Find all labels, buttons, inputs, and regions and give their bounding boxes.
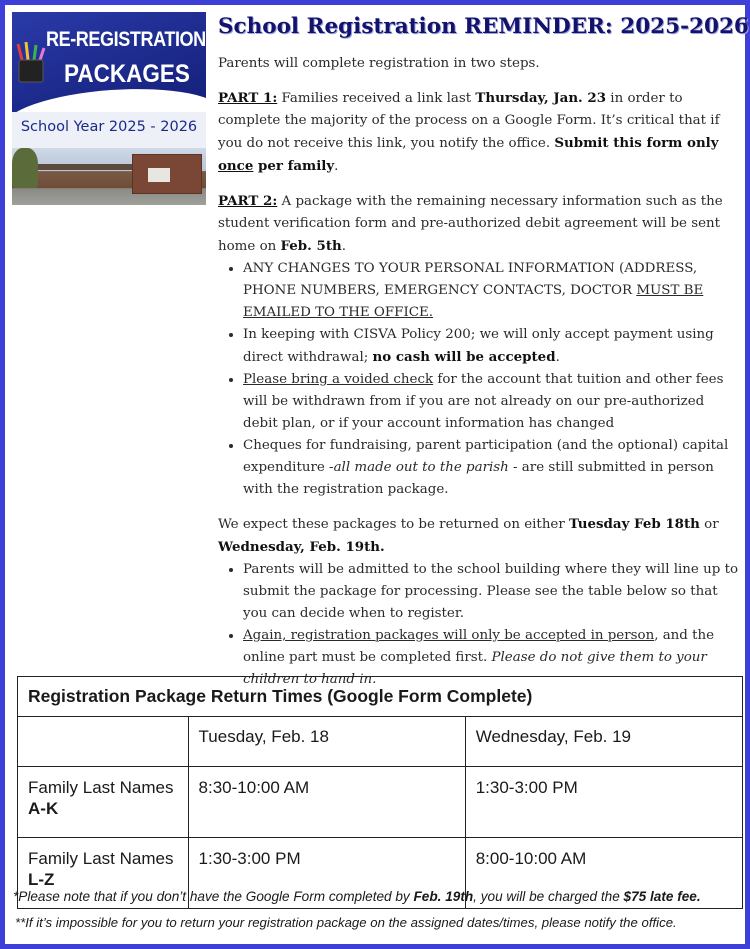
office-note: **If it’s impossible for you to return your registration package on the assigned dates/times, please notify the office. xyxy=(15,915,677,930)
row-wednesday-time: 1:30-3:00 PM xyxy=(465,767,742,838)
part1-label: PART 1: xyxy=(218,90,278,106)
bullet-italic: Please do not give them to your children to hand in. xyxy=(243,650,707,687)
part1-text2: in order to complete the majority of the process on a Google Form. It’s critical that if you do not receive this link, you notify the office. xyxy=(218,91,720,151)
list-item xyxy=(243,324,743,369)
part2-date: Feb. 5th xyxy=(280,238,342,254)
list-item xyxy=(243,369,743,435)
part1-once: once xyxy=(218,158,254,174)
expect-date2: Wednesday, Feb. 19th. xyxy=(218,539,385,555)
row-wednesday-time: 8:00-10:00 AM xyxy=(465,838,742,909)
note1-text2: , you will be charged the xyxy=(473,889,624,904)
photo-school-sign xyxy=(148,168,170,182)
bullet-text: , and the online part must be completed first. xyxy=(243,628,715,665)
banner-title-line2: PACKAGES xyxy=(64,60,190,88)
bullet-end: . xyxy=(555,350,560,365)
bullet-text: In keeping with CISVA Policy 200; we will only accept payment using direct withdrawal; xyxy=(243,327,714,365)
package-bullets xyxy=(218,258,743,501)
late-fee-note xyxy=(13,889,749,904)
part1-per-family: per family xyxy=(253,158,335,174)
list-item xyxy=(243,559,743,625)
expect-or: or xyxy=(699,517,719,532)
bullet-text: Parents will be admitted to the school building where they will line up to submit the package for processing. Please see the table below so that you can decide when to register. xyxy=(243,562,739,621)
table-header-wednesday: Wednesday, Feb. 19 xyxy=(465,717,742,767)
row-tuesday-time: 1:30-3:00 PM xyxy=(188,838,465,909)
expect-text: We expect these packages to be returned on either xyxy=(218,517,570,532)
table-header-row xyxy=(18,717,743,767)
notice-body xyxy=(218,53,743,703)
photo-tree xyxy=(12,148,38,188)
bullet-underline: Again, registration packages will only be accepted in person xyxy=(243,628,655,643)
note1-fee: $75 late fee. xyxy=(623,889,701,904)
bullet-text: for the account that tuition and other fees will be withdrawn from if you are not already on our pre-authorized debit plan, or if your account information has changed xyxy=(243,372,724,431)
table-header-empty xyxy=(18,717,189,767)
row-tuesday-time: 8:30-10:00 AM xyxy=(188,767,465,838)
list-item xyxy=(243,258,743,324)
row-label-text: Family Last Names xyxy=(28,849,174,868)
bullet-italic: all made out to the parish xyxy=(333,460,509,475)
row-label-text: Family Last Names xyxy=(28,778,174,797)
bullet-text: ANY CHANGES TO YOUR PERSONAL INFORMATION (ADDRESS, PHONE NUMBERS, EMERGENCY CONTACTS, DOCTOR xyxy=(243,261,698,298)
return-dates-paragraph xyxy=(218,513,743,559)
part2-text: A package with the remaining necessary information such as the student verification form and pre-authorized debit agreement will be sent home on xyxy=(218,194,723,254)
table-title: Registration Package Return Times (Google Form Complete) xyxy=(18,677,743,717)
row-label-range: L-Z xyxy=(28,870,55,889)
part1-date: Thursday, Jan. 23 xyxy=(475,90,607,106)
banner-school-year: School Year 2025 - 2026 xyxy=(20,119,198,135)
bullet-bold: no cash will be accepted xyxy=(372,349,556,365)
part1-paragraph xyxy=(218,87,743,178)
return-bullets xyxy=(218,559,743,691)
note1-date: Feb. 19th xyxy=(413,889,474,904)
part2-label: PART 2: xyxy=(218,193,278,209)
expect-date1: Tuesday Feb 18th xyxy=(569,516,700,532)
part2-end: . xyxy=(341,239,346,254)
re-registration-banner xyxy=(12,12,206,205)
row-label xyxy=(18,767,189,838)
part1-end: . xyxy=(334,159,339,174)
banner-title-line1: RE-REGISTRATION xyxy=(46,28,206,51)
note1-text: *Please note that if you don’t have the Google Form completed by xyxy=(13,889,414,904)
return-times-table xyxy=(17,676,743,909)
pencil-cup-icon xyxy=(16,42,46,84)
bullet-underline: MUST BE EMAILED TO THE OFFICE. xyxy=(243,283,704,320)
school-building-photo xyxy=(12,148,206,205)
row-label-range: A-K xyxy=(28,799,59,818)
bullet-underline: Please bring a voided check xyxy=(243,372,434,387)
part2-paragraph xyxy=(218,190,743,258)
bullet-end: - are still submitted in person with the registration package. xyxy=(243,460,714,497)
photo-roof xyxy=(38,164,134,170)
list-item xyxy=(243,435,743,501)
page-title: School Registration REMINDER: 2025-2026 xyxy=(218,14,749,39)
part1-submit-text: Submit this form only xyxy=(554,135,719,151)
part1-text: Families received a link last xyxy=(277,91,476,106)
bullet-text: Cheques for fundraising, parent participation (and the optional) capital expenditure - xyxy=(243,438,729,475)
table-header-tuesday: Tuesday, Feb. 18 xyxy=(188,717,465,767)
table-row xyxy=(18,767,743,838)
intro-text: Parents will complete registration in two steps. xyxy=(218,56,540,71)
